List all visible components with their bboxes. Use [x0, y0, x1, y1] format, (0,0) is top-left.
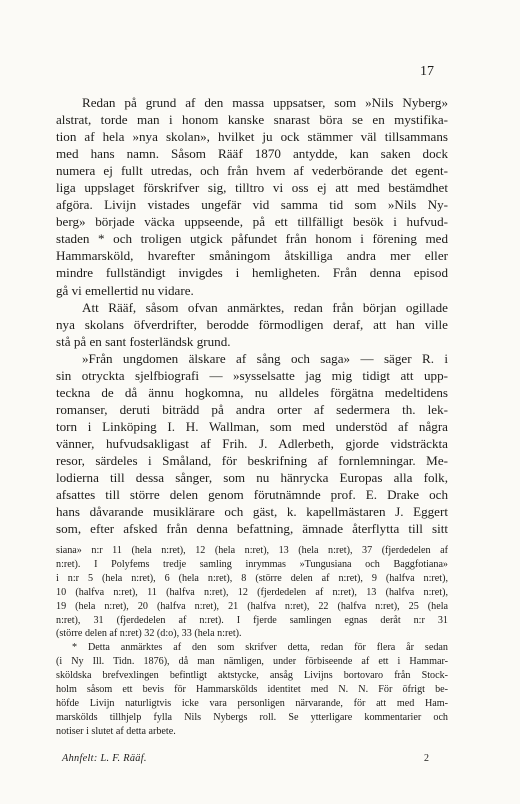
body-text-line: som, efter afsked från denna befattning, ämnade återflytta till sitt [56, 521, 448, 537]
body-text-line: staden * och troligen utgick påfundet från honom i förening med [56, 231, 448, 247]
footnote-line: n:ret). I Polyfems tredje samling inrymmas »Tungusiana och Baggfotiana» [56, 558, 448, 570]
body-text-line: afsattes till större delen genom förutnämnde prof. E. Drake och [56, 487, 448, 503]
body-text-line: alstrat, torde man i honom kanske snarast böra se en mystifika- [56, 112, 448, 128]
body-text-line: liga uppslaget förskrifver sig, tilltro vi oss ej att med bestämdhet [56, 180, 448, 196]
body-text-line: mindre fullständigt invigdes i hemligheten. Från denna episod [56, 265, 448, 281]
footnote-line: höfde Livijn naturligtvis icke vara personligen närvarande, för att med Ham- [56, 697, 448, 709]
body-text-line: afgöra. Livijn vistades ungefär vid samma tid som »Nils Ny- [56, 197, 448, 213]
body-text-line: nya skolans öfverdrifter, berodde förmodligen deraf, att han ville [56, 316, 448, 332]
footer-signature-mark: 2 [424, 753, 429, 764]
footnote-line: sköldska brefvexlingen befintligt aktstycke, ansåg Livijns bortovaro från Stock- [56, 670, 448, 682]
body-text-line: Redan på grund af den massa uppsatser, som »Nils Nyberg» [82, 95, 448, 110]
footnote-line: 19 (hela n:ret), 20 (halfva n:ret), 21 (halfva n:ret), 22 (halfva n:ret), 25 (hela [56, 600, 448, 612]
body-text-line: resor, särdeles i Småland, för beskrifning af fornlemningar. Me- [56, 452, 448, 468]
body-text-line: tion af hela »nya skolan», hvilket ju ock stämmer väl tillsammans [56, 129, 448, 145]
body-text-line: med hans namn. Såsom Rääf 1870 antydde, kan saken dock [56, 146, 448, 162]
body-text-line: numera ej fullt utredas, och från hvem af vederbörande det egent- [56, 163, 448, 179]
body-text-line: berg» började väcka uppseende, på ett tillfälligt besök i hufvud- [56, 214, 448, 230]
body-text-line: vänner, hufvudsakligast af Frih. J. Adlerbeth, gjorde vidsträckta [56, 435, 448, 451]
footnote-line: notiser i slutet af detta arbete. [56, 725, 176, 737]
body-text-line: hans dåvarande musiklärare och gäst, k. kapellmästaren J. Eggert [56, 504, 448, 520]
body-text-line: »Från ungdomen älskare af sång och saga» — säger R. i [82, 350, 448, 366]
body-text-line: sin otryckta sjelfbiografi — »sysselsatte jag mig tidigt att upp- [56, 367, 448, 383]
footnote-line: n:ret), 31 (fjerdedelen af n:ret). I fjerde samlingen egnas deråt n:r 31 [56, 614, 448, 626]
body-text-line: lodierna till dessa sånger, som nu hänrycka Europas alla folk, [56, 470, 448, 486]
footnote-line: siana» n:r 11 (hela n:ret), 12 (hela n:ret), 13 (hela n:ret), 37 (fjerdedelen af [56, 545, 448, 556]
body-text-line: Hammarsköld, hvarefter småningom åtskilliga andra mer eller [56, 248, 448, 264]
footnote-line: (större delen af n:ret) 32 (d:o), 33 (hela n:ret). [56, 628, 242, 640]
footnote-line: * Detta anmärktes af den som skrifver detta, redan för flera år sedan [72, 642, 448, 654]
body-text-line: gå vi emellertid nu vidare. [56, 282, 194, 298]
footnotes [56, 544, 448, 739]
body-text-line: torn i Linköping I. H. Wallman, som med understöd af några [56, 418, 448, 434]
footer-author-title: Ahnfelt: L. F. Rääf. [62, 753, 147, 764]
body-text-line: teckna de då ännu hogkomna, nu alldeles förgätna medeltidens [56, 384, 448, 400]
page-number: 17 [420, 64, 434, 79]
body-text [56, 94, 448, 537]
footnote-line: i n:r 5 (hela n:ret), 6 (hela n:ret), 8 (större delen af n:ret), 9 (halfva n:ret), [56, 572, 448, 584]
footnote-line: 10 (halfva n:ret), 11 (halfva n:ret), 12 (fjerdedelen af n:ret), 13 (halfva n:ret), [56, 586, 448, 598]
body-text-line: stå på en sant fosterländsk grund. [56, 333, 231, 349]
footnote-line: (i Ny Ill. Tidn. 1876), då man nämligen, under förbiseende af ett i Hammar- [56, 656, 448, 668]
body-text-line: Att Rääf, såsom ofvan anmärktes, redan från början ogillade [82, 299, 448, 315]
footnote-line: holm såsom ett bevis för Hammarskölds identitet med N. N. För öfrigt be- [56, 684, 448, 696]
footnote-line: marskölds tillhjelp fylla Nils Nybergs roll. Se ytterligare kommentarier och [56, 711, 448, 723]
body-text-line: romanser, deruti biträdd på andra orter af sedermera th. lek- [56, 401, 448, 417]
